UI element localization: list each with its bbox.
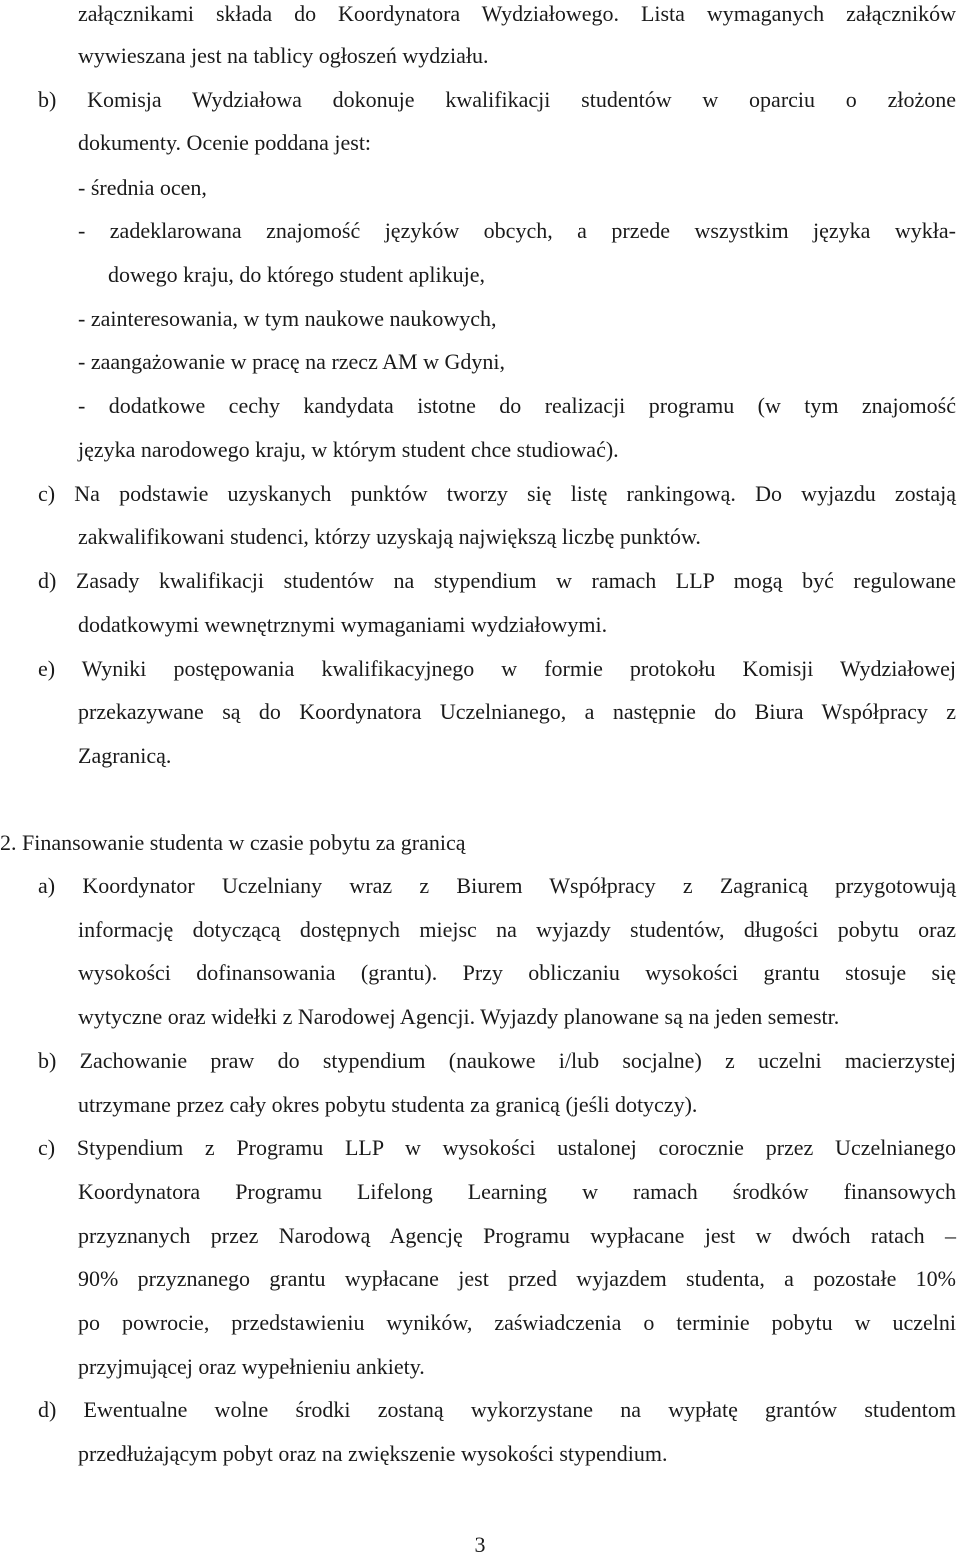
list-item-b-line: dokumenty. Ocenie poddana jest:	[78, 130, 372, 155]
list-item-b-line: b) Komisja Wydziałowa dokonuje kwalifikacji studentów w oparciu o złożone	[38, 87, 956, 112]
criterion-item: - dodatkowe cechy kandydata istotne do realizacji programu (w tym znajomość	[78, 393, 956, 418]
criterion-item: - zaangażowanie w pracę na rzecz AM w Gdyni,	[78, 349, 505, 374]
criterion-item-continuation: dowego kraju, do którego student aplikuje,	[108, 262, 485, 287]
criterion-item-continuation: języka narodowego kraju, w którym student chce studiować).	[78, 437, 619, 462]
list-item-e-line: e) Wyniki postępowania kwalifikacyjnego w formie protokołu Komisji Wydziałowej	[38, 656, 956, 681]
criterion-item: - średnia ocen,	[78, 175, 207, 200]
paragraph-line: wywieszana jest na tablicy ogłoszeń wydziału.	[78, 43, 489, 68]
list-item-c-line: c) Na podstawie uzyskanych punktów tworzy się listę rankingową. Do wyjazdu zostają	[38, 481, 956, 506]
list-item-c-line: Koordynatora Programu Lifelong Learning w ramach środków finansowych	[78, 1179, 956, 1204]
list-item-b-line: b) Zachowanie praw do stypendium (naukowe i/lub socjalne) z uczelni macierzystej	[38, 1048, 956, 1073]
list-item-c-line: c) Stypendium z Programu LLP w wysokości ustalonej corocznie przez Uczelnianego	[38, 1135, 956, 1160]
list-item-a-line: wysokości dofinansowania (grantu). Przy obliczaniu wysokości grantu stosuje się	[78, 960, 956, 985]
list-item-d-line: d) Zasady kwalifikacji studentów na stypendium w ramach LLP mogą być regulowane	[38, 568, 956, 593]
list-item-d-line: dodatkowymi wewnętrznymi wymaganiami wydziałowymi.	[78, 612, 608, 637]
list-item-e-line: przekazywane są do Koordynatora Uczelnianego, a następnie do Biura Współpracy z	[78, 699, 956, 724]
section-heading: 2. Finansowanie studenta w czasie pobytu za granicą	[0, 830, 466, 855]
paragraph-line: załącznikami składa do Koordynatora Wydziałowego. Lista wymaganych załączników	[78, 1, 956, 26]
list-item-d-line: przedłużającym pobyt oraz na zwiększenie wysokości stypendium.	[78, 1441, 668, 1466]
page-number: 3	[474, 1532, 486, 1557]
list-item-a-line: informację dotyczącą dostępnych miejsc na wyjazdy studentów, długości pobytu oraz	[78, 917, 956, 942]
list-item-a-line: a) Koordynator Uczelniany wraz z Biurem Współpracy z Zagranicą przygotowują	[38, 873, 956, 898]
list-item-b-line: utrzymane przez cały okres pobytu studenta za granicą (jeśli dotyczy).	[78, 1092, 698, 1117]
list-item-c-line: przyznanych przez Narodową Agencję Programu wypłacane jest w dwóch ratach –	[78, 1223, 956, 1248]
list-item-c-line: 90% przyznanego grantu wypłacane jest przed wyjazdem studenta, a pozostałe 10%	[78, 1266, 956, 1291]
list-item-c-line: po powrocie, przedstawieniu wyników, zaświadczenia o terminie pobytu w uczelni	[78, 1310, 956, 1335]
list-item-c-line: przyjmującej oraz wypełnieniu ankiety.	[78, 1354, 425, 1379]
list-item-d-line: d) Ewentualne wolne środki zostaną wykorzystane na wypłatę grantów studentom	[38, 1397, 956, 1422]
list-item-c-line: zakwalifikowani studenci, którzy uzyskają największą liczbę punktów.	[78, 524, 701, 549]
list-item-a-line: wytyczne oraz widełki z Narodowej Agencji. Wyjazdy planowane są na jeden semestr.	[78, 1004, 840, 1029]
criterion-item: - zadeklarowana znajomość języków obcych, a przede wszystkim języka wykła-	[78, 218, 956, 243]
criterion-item: - zainteresowania, w tym naukowe naukowych,	[78, 306, 497, 331]
list-item-e-line: Zagranicą.	[78, 743, 172, 768]
